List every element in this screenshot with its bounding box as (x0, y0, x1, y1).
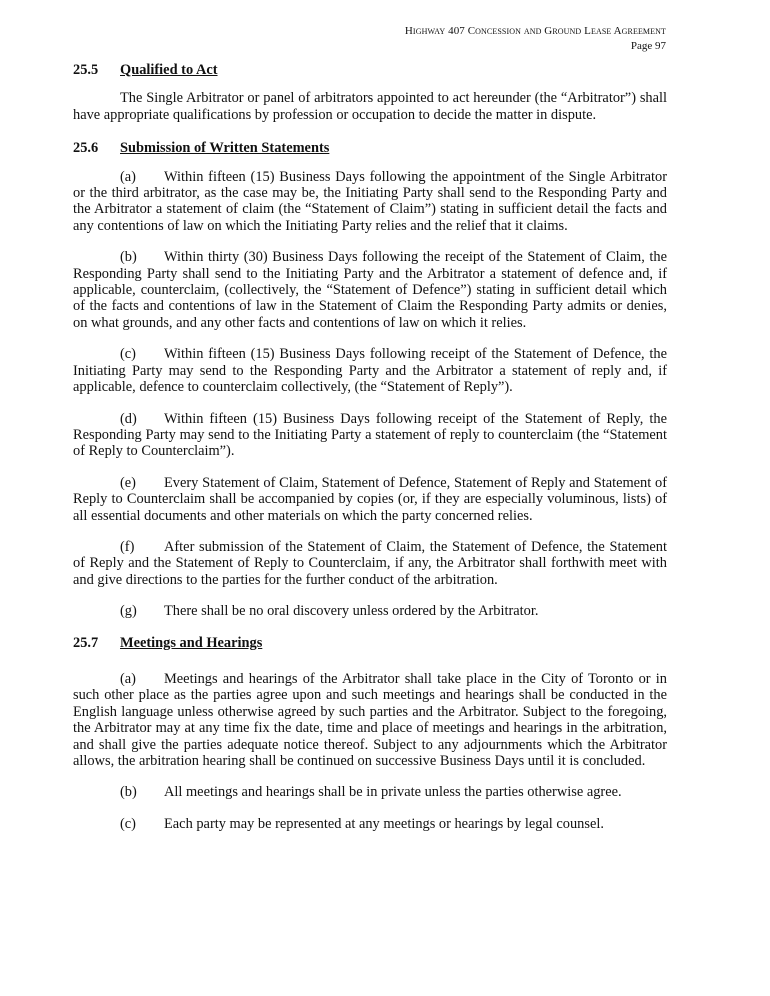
section-heading (73, 140, 667, 156)
paragraph-text: There shall be no oral discovery unless ordered by the Arbitrator. (164, 603, 539, 620)
paragraph (73, 475, 667, 524)
paragraph-label: (d) (120, 410, 137, 427)
section-number: 25.6 (73, 140, 99, 157)
paragraph-label: (a) (120, 670, 136, 687)
paragraph-text: Each party may be represented at any meetings or hearings by legal counsel. (164, 815, 604, 832)
paragraph: The Single Arbitrator or panel of arbitrators appointed to act hereunder (the “Arbitrator”) shall have appropriate qualifications by profession or occupation to decide the matter in dispute. (73, 90, 667, 123)
paragraph (73, 411, 667, 460)
paragraph-text: Within fifteen (15) Business Days following receipt of the Statement of Reply, the Responding Party may send to the Initiating Party a statement of reply to counterclaim (the “Statement of Reply to Counterclaim”). (73, 410, 667, 460)
paragraph (73, 784, 667, 800)
paragraph (73, 539, 667, 588)
section-title: Meetings and Hearings (120, 634, 263, 651)
section-title: Qualified to Act (120, 62, 218, 78)
paragraph (73, 249, 667, 331)
paragraph (73, 169, 667, 235)
paragraph (73, 671, 667, 769)
paragraph-label: (f) (120, 538, 135, 555)
document-body (73, 62, 667, 847)
paragraph-text: Within fifteen (15) Business Days following receipt of the Statement of Defence, the Initiating Party may send to the Responding Party and the Arbitrator a statement of reply and, if applicable, defence to counterclaim collectively, (the “Statement of Reply”). (73, 346, 667, 396)
paragraph-label: (a) (120, 168, 136, 185)
paragraph-text: All meetings and hearings shall be in private unless the parties otherwise agree. (164, 784, 622, 801)
page-header (405, 24, 666, 54)
paragraph-label: (b) (120, 249, 137, 266)
section-heading (73, 62, 667, 78)
paragraph-text: After submission of the Statement of Claim, the Statement of Defence, the Statement of Reply and the Statement of Reply to Counterclaim, if any, the Arbitrator shall forthwith meet with and give directions to the parties for the further conduct of the arbitration. (73, 538, 667, 588)
paragraph-text: Every Statement of Claim, Statement of Defence, Statement of Reply and Statement of Reply to Counterclaim shall be accompanied by copies (or, if they are especially voluminous, lists) of all essential documents and other materials on which the party concerned relies. (73, 474, 667, 524)
paragraph-label: (c) (120, 815, 136, 832)
paragraph-label: (e) (120, 474, 136, 491)
section-number: 25.5 (73, 62, 99, 78)
paragraph-label: (c) (120, 346, 136, 363)
paragraph-text: Within thirty (30) Business Days following the receipt of the Statement of Claim, the Responding Party shall send to the Initiating Party and the Arbitrator a statement of defence and, if applicable, counterclaim, (collectively, the “Statement of Defence”) stating in sufficient detail which of the facts and contentions of law in the Statement of Claim the Responding Party admits or denies, on what grounds, and any other facts and contentions of law on which it relies. (73, 249, 667, 331)
paragraph-label: (b) (120, 784, 137, 801)
section-heading (73, 635, 667, 651)
paragraph (73, 816, 667, 832)
paragraph-text: Within fifteen (15) Business Days following the appointment of the Single Arbitrator or the third arbitrator, as the case may be, the Initiating Party shall send to the Responding Party and the Arbitrator a statement of claim (the “Statement of Claim”) stating in sufficient detail the facts and any contentions of law on which the Initiating Party relies and the relief that it claims. (73, 168, 667, 234)
paragraph (73, 603, 667, 619)
paragraph (73, 346, 667, 395)
paragraph-label: (g) (120, 603, 137, 620)
section-title: Submission of Written Statements (120, 140, 330, 157)
header-title: Highway 407 Concession and Ground Lease Agreement (404, 25, 666, 37)
paragraph-text: Meetings and hearings of the Arbitrator shall take place in the City of Toronto or in such other place as the parties agree upon and such meetings and hearings shall be conducted in the English language unless otherwise agreed by such parties and the Arbitrator. Subject to the foregoing, the Arbitrator may at any time fix the date, time and place of meetings and hearings in the arbitration, and shall give the parties adequate notice thereof. Subject to any adjournments which the Arbitrator allows, the arbitration hearing shall be continued on successive Business Days until it is concluded. (73, 670, 667, 769)
section-number: 25.7 (73, 634, 99, 651)
page-number: Page 97 (630, 40, 666, 52)
